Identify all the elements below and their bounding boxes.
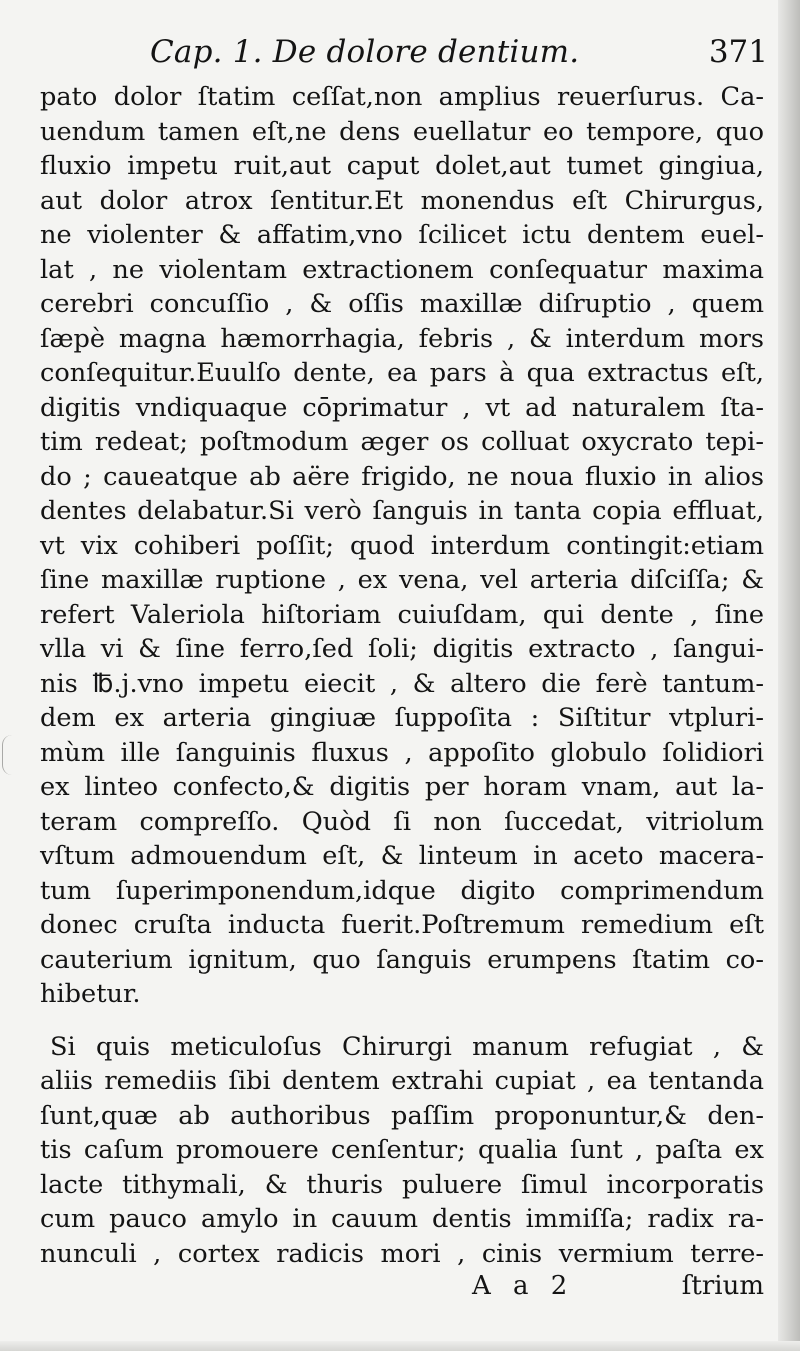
text-line: teram compreſſo. Quòd ſi non ſuccedat, vitriolum xyxy=(40,806,764,837)
body-text xyxy=(40,80,764,1271)
catchword: ſtrium xyxy=(681,1271,764,1301)
text-line: dem ex arteria gingiuæ ſuppoſita : Siſtitur vtpluri- xyxy=(40,703,764,733)
text-line: cum pauco amylo in cauum dentis immiſſa; radix ra- xyxy=(40,1204,764,1234)
page-footer xyxy=(40,1271,764,1307)
text-line: ſine maxillæ ruptione , ex vena, vel arteria diſciſſa; & xyxy=(40,565,764,595)
text-line: lacte tithymali, & thuris puluere ſimul incorporatis xyxy=(40,1169,764,1200)
text-line: hibetur. xyxy=(40,979,141,1009)
text-line: digitis vndiquaque cōprimatur , vt ad naturalem ſta- xyxy=(40,392,764,423)
text-line: do ; caueatque ab aëre frigido, ne noua fluxio in alios xyxy=(40,461,764,492)
page-bottom-edge xyxy=(0,1341,800,1351)
text-line: donec cruſta inducta fuerit.Poſtremum remedium eſt xyxy=(40,910,764,940)
text-line: mùm ille ſanguinis fluxus , appoſito globulo ſolidiori xyxy=(40,737,764,768)
text-line: lat , ne violentam extractionem conſequatur maxima xyxy=(40,254,764,285)
text-line: nis ℔.j.vno impetu eiecit , & altero die ferè tantum- xyxy=(40,668,764,699)
page-edge-shadow xyxy=(778,0,800,1351)
signature-mark: A a 2 xyxy=(472,1271,568,1301)
text-line: Si quis meticuloſus Chirurgi manum refugiat , & xyxy=(50,1031,764,1062)
text-line: ex linteo confecto,& digitis per horam vnam, aut la- xyxy=(40,772,764,802)
text-line: uendum tamen eſt,ne dens euellatur eo tempore, quo xyxy=(40,116,764,147)
text-line: vſtum admouendum eſt, & linteum in aceto macera- xyxy=(40,841,764,871)
text-line: ſunt,quæ ab authoribus paſſim proponuntur,& den- xyxy=(40,1100,764,1131)
text-line: dentes delabatur.Si verò ſanguis in tanta copia effluat, xyxy=(40,496,764,526)
margin-pencil-mark xyxy=(2,735,13,775)
text-line: tum ſuperimponendum,idque digito comprimendum xyxy=(40,875,764,906)
paragraph-gap xyxy=(40,1012,764,1030)
text-line: fluxio impetu ruit,aut caput dolet,aut tumet gingiua, xyxy=(40,151,764,181)
text-line: tis caſum promouere cenſentur; qualia ſunt , paſta ex xyxy=(40,1135,764,1165)
text-line: aliis remediis ſibi dentem extrahi cupiat , ea tentanda xyxy=(40,1066,764,1096)
text-line: conſequitur.Euulſo dente, ea pars à qua extractus eſt, xyxy=(40,358,764,388)
text-line: vt vix cohiberi poſſit; quod interdum contingit:etiam xyxy=(40,530,764,561)
text-line: pato dolor ſtatim ceſſat,non amplius reuerſurus. Ca- xyxy=(40,82,764,112)
text-line: nunculi , cortex radicis mori , cinis vermium terre- xyxy=(40,1238,764,1269)
page-number: 371 xyxy=(708,34,768,70)
running-head: Cap. 1. De dolore dentium. xyxy=(150,34,580,70)
text-line: aut dolor atrox ſentitur.Et monendus eſt Chirurgus, xyxy=(40,185,764,216)
text-line: cerebri concuſſio , & oſſis maxillæ diſruptio , quem xyxy=(40,289,764,319)
text-line: ne violenter & affatim,vno ſcilicet ictu dentem euel- xyxy=(40,220,764,250)
text-line: refert Valeriola hiſtoriam cuiuſdam, qui dente , ſine xyxy=(40,599,764,630)
page-header xyxy=(150,34,776,78)
text-line: vlla vi & ſine ferro,ſed ſoli; digitis extracto , ſangui- xyxy=(40,634,764,664)
text-line: tim redeat; poſtmodum æger os colluat oxycrato tepi- xyxy=(40,427,764,457)
text-line: ſæpè magna hæmorrhagia, febris , & interdum mors xyxy=(40,323,764,354)
text-line: cauterium ignitum, quo ſanguis erumpens ſtatim co- xyxy=(40,944,764,975)
